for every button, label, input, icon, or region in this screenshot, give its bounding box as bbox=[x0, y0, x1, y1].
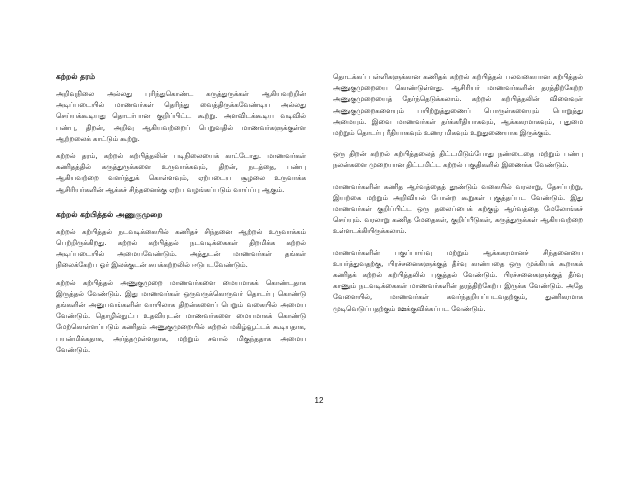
paragraph: ஒரு திறன் கற்றல் கற்பித்தலைத் திட்டமிடும்போது நண்டைதை மற்றும் பண்பு நலன்களை முறையான திட்டமிட்ட கற்றல் பகுதிகளில் இணைக்க வேண்டும். bbox=[333, 150, 583, 170]
paragraph: கற்றல் தரம், கற்றல் கற்பித்தலின் படிநிலையைக் காட்டோது. மாணவர்கள் கணிதத்தில் கருத்துருக்களை உருவாக்கவும், திறன், நடத்தை, பண்பு ஆகியவற்றை வளர்த்துக் கொள்ளவும், ஏற்படைய சூழலை உருவாக்க ஆசிரியர்களின் ஆக்கச் சிந்தனைக்கு ஏற்ப வழங்கப்படும் வாய்ப்பு ஆகும். bbox=[56, 152, 306, 194]
section-heading-teaching-approach: கற்றல் கற்பித்தல் அணுகுமுறை bbox=[56, 209, 163, 219]
paragraph: தொடக்கப் பள்ளிகளுக்கான கணிதக் கற்றல் கற்பித்தல் பலவகையான கற்பித்தல் அணுகுமுறையை கொண்டுள்ளது. ஆசிரியர் மாணவர்களின் தரத்திற்கேற்ற அணுகுமுறையைத் தேர்ந்தெடுக்கலாம். கற்றல் கற்பித்தலின் விளைவுள் அணுகுமுறைகளையும் பயிற்றுத்துணைப் பொருள்களையும் பொறுத்து அமையும். இவை மாணவர்கள் தர்க்கரீதியாகவும், ஆக்ககரமாகவும், புதுமை மற்றும் தொடர்பு ரீதியாகவும் உணர மிகவும் உறுதுணையாக இருக்கும். bbox=[333, 73, 583, 138]
paragraph: கற்றல் கற்பித்தல் நடவடிக்கையில் கணிதச் சிந்தனை ஆற்றல் உருவாக்கம் பெற்றிருக்கிறது. கற்றல் கற்பித்தல் நடவடிக்கைகள் திறமிக்க கற்றல் அடிப்படையில் அமையவேண்டும். அத்துடன் மாணவர்கள் தங்கள் நிலைக்கேற்ப ஓர் இலக்குடன் சுயக்கற்றலில் ஈடுபடவேண்டும். bbox=[56, 227, 306, 270]
left-column bbox=[56, 72, 306, 362]
paragraph: கற்றல் கற்பித்தல் அணுகுமுறை மாணவர்களை மையமாகக் கொண்டதாக இருத்தல் வேண்டும். இது மாணவர்கள் ஒருவருக்கொருவர் தொடர்பு கொண்டு தங்களின் அனுபவங்களின் வாயிலாக திறன்களைப் பெறும் வகையில் அமைய வேண்டும். தொழில்நுட்ப உதவியுடன் மாணவர்களை மையமாகக் கொண்டு மேற்கொள்ளப்படும் கணிதம் அணுகுமுறையில் கற்றல் மகிழ்வூட்டக் கூடியதாக, பயன்மிக்கதாக, அர்த்தமுள்ளதாக, மற்றும் சவால் மிகுந்ததாக அமைய வேண்டும். bbox=[56, 278, 306, 354]
paragraph: அறிவுநிலை அல்லது புரிந்துகொண்ட கருத்துருக்கள் ஆகியவற்றின் அடிப்படையில் மாணவர்கள் தெரிந்து வைத்திருக்கவேண்டிய அல்லது செய்யக்கூடியது தொடர்பான குறிப்பிட்ட கூற்று. அளவிடக்கூடிய வடிவில் பண்பு, திறன், அறிவு ஆகியவற்றைப் பெறுவதில் மாணவர்களுக்குள்ள ஆற்றலைக் காட்டும் கூற்று. bbox=[56, 90, 306, 143]
page-number: 12 bbox=[314, 396, 324, 405]
section-heading-learning-standard: கற்றல் தரம் bbox=[56, 72, 96, 81]
right-column bbox=[333, 72, 583, 325]
paragraph: மாணவர்களின் பகுப்பாய்வு மற்றும் ஆக்ககரமானச் சிந்தனையை உயர்த்துவதற்கு, பிரச்சனைகளுக்குத் தீர்வு காண்பதை ஒரு முக்கியக் கூறாகக் கணிதக் கற்றல் கற்பித்தலில் புகுத்தல் வேண்டும். பிரச்சனைகளுக்குத் தீர்வு காணும் நடவடிக்கைகள் மாணவர்களின் தரத்திற்கேற்ப இருக்க வேண்டும். அதே வேளையில், மாணவர்கள் கவர்ந்தறியப்படவதற்கும், துணிகரமாக முடிவெடுப்பதற்கும் ஊக்குவிக்கப்பட வேண்டும். bbox=[333, 248, 583, 313]
paragraph: மாணவர்களின் கணித ஆர்வத்தைத் தூண்டும் வகையில் வரலாறு, தேசப்பற்று, இயற்கை மற்றும் அறிவியல் போன்ற கூறுகள் புகுத்தப்பட வேண்டும். இது மாணவர்கள் குறிப்பிட்ட ஒரு தலைப்பைக் கற்குழ் ஆர்வத்தை மேலோங்கச் செய்யும். வரலாறு கணித மேதைகள், குறிப்பீடுகள், கருத்துருக்கள் ஆகியவற்றை உள்ளடக்கியிருக்கலாம். bbox=[333, 182, 583, 236]
